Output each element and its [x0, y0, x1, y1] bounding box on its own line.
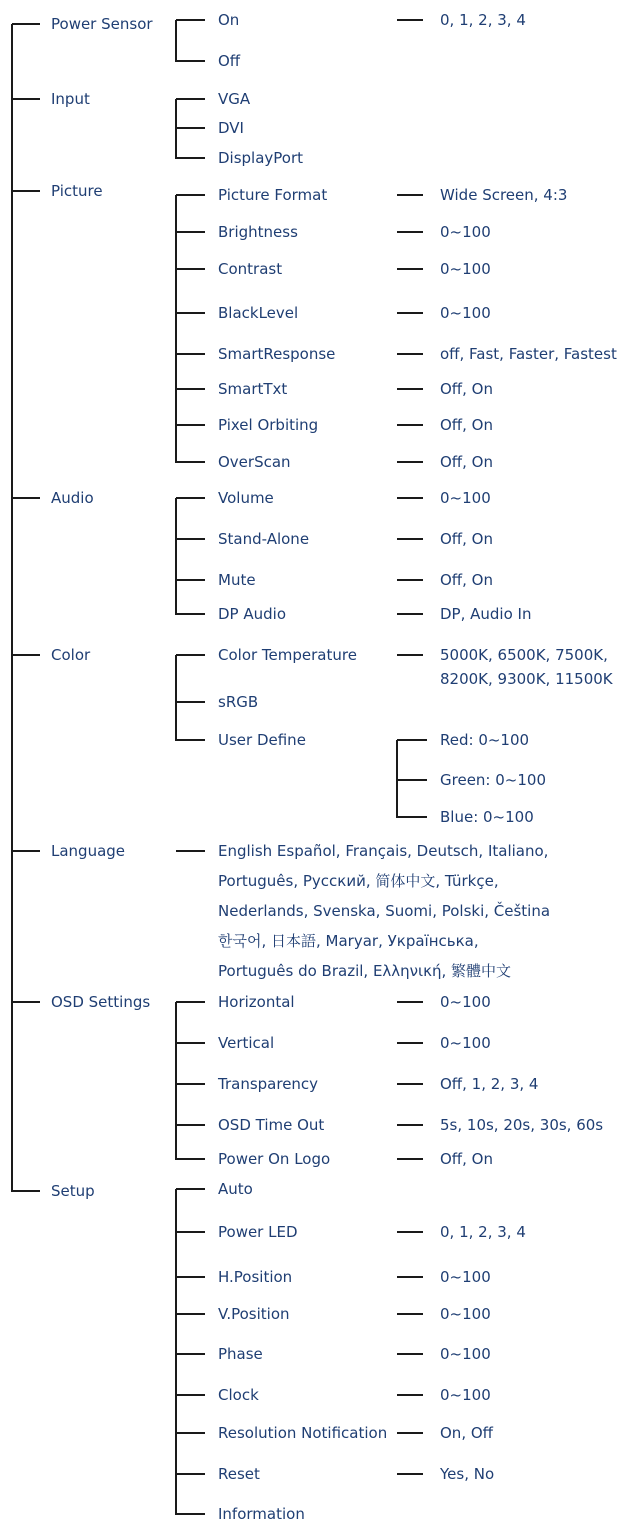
submenu-item-label: SmartTxt [218, 380, 288, 398]
language-options: Português do Brazil, Ελληνική, 繁體中文 [218, 962, 512, 980]
branch-connector [12, 98, 40, 100]
branch-connector [176, 19, 205, 21]
option-values: 0~100 [440, 1268, 491, 1286]
submenu-item-label: V.Position [218, 1305, 290, 1323]
option-values: Off, On [440, 571, 493, 589]
option-values: 0~100 [440, 489, 491, 507]
branch-connector [176, 157, 205, 159]
menu-item-label: Audio [51, 489, 94, 507]
option-values: 5000K, 6500K, 7500K, [440, 646, 608, 664]
menu-item-label: Language [51, 842, 126, 860]
branch-connector [176, 1231, 205, 1233]
branch-connector [12, 654, 40, 656]
branch-connector [176, 1188, 205, 1190]
value-dash [397, 1001, 423, 1003]
submenu-item-label: Picture Format [218, 186, 328, 204]
value-dash [397, 1432, 423, 1434]
submenu-item-label: VGA [218, 90, 251, 108]
value-dash [397, 1124, 423, 1126]
branch-connector [397, 816, 427, 818]
submenu-connector-line [175, 1002, 177, 1160]
submenu-item-label: Vertical [218, 1034, 275, 1052]
language-options: Nederlands, Svenska, Suomi, Polski, Čeština [218, 902, 551, 920]
submenu-connector-line [175, 1189, 177, 1515]
submenu-connector-line [175, 655, 177, 741]
value-dash [397, 1473, 423, 1475]
submenu-item-label: Volume [218, 489, 274, 507]
submenu-item-label: Auto [218, 1180, 253, 1198]
branch-connector [176, 1313, 205, 1315]
option-values: 5s, 10s, 20s, 30s, 60s [440, 1116, 604, 1134]
submenu-item-label: Phase [218, 1345, 263, 1363]
submenu-connector-line [175, 195, 177, 463]
branch-connector [397, 739, 427, 741]
submenu-item-label: Pixel Orbiting [218, 416, 319, 434]
menu-item-label: Input [51, 90, 90, 108]
branch-connector [12, 190, 40, 192]
option-values: 0, 1, 2, 3, 4 [440, 1223, 526, 1241]
branch-connector [176, 739, 205, 741]
submenu-item-label: H.Position [218, 1268, 293, 1286]
value-dash [397, 497, 423, 499]
value-dash [397, 1394, 423, 1396]
submenu-item-label: Power On Logo [218, 1150, 331, 1168]
branch-connector [176, 1276, 205, 1278]
branch-connector [176, 1473, 205, 1475]
option-values: 0~100 [440, 260, 491, 278]
submenu-item-label: sRGB [218, 693, 259, 711]
submenu-item-label: Clock [218, 1386, 259, 1404]
value-dash [397, 353, 423, 355]
option-values: Blue: 0~100 [440, 808, 534, 826]
branch-connector [176, 1353, 205, 1355]
option-values: 0~100 [440, 1386, 491, 1404]
option-values: Off, On [440, 416, 493, 434]
submenu-item-label: Horizontal [218, 993, 295, 1011]
branch-connector [176, 353, 205, 355]
value-dash [397, 654, 423, 656]
submenu-item-label: Resolution Notification [218, 1424, 388, 1442]
submenu-item-label: DP Audio [218, 605, 286, 623]
branch-connector [176, 60, 205, 62]
branch-connector [176, 127, 205, 129]
option-values: Off, 1, 2, 3, 4 [440, 1075, 539, 1093]
branch-connector [176, 461, 205, 463]
value-dash [397, 1353, 423, 1355]
branch-connector [176, 613, 205, 615]
submenu-connector-line [175, 20, 177, 62]
branch-connector [176, 538, 205, 540]
value-dash [397, 268, 423, 270]
submenu-item-label: Stand-Alone [218, 530, 310, 548]
value-dash [397, 231, 423, 233]
option-values: 0~100 [440, 1305, 491, 1323]
branch-connector [176, 654, 205, 656]
submenu-item-label: Contrast [218, 260, 283, 278]
submenu-item-label: Mute [218, 571, 256, 589]
branch-connector [176, 701, 205, 703]
option-values: 0, 1, 2, 3, 4 [440, 11, 526, 29]
branch-connector [176, 268, 205, 270]
option-values: DP, Audio In [440, 605, 532, 623]
option-values: Off, On [440, 1150, 493, 1168]
option-values: Off, On [440, 380, 493, 398]
value-dash [397, 579, 423, 581]
branch-connector [176, 424, 205, 426]
submenu-item-label: SmartResponse [218, 345, 336, 363]
value-dash [397, 613, 423, 615]
branch-connector [176, 1394, 205, 1396]
value-dash [397, 388, 423, 390]
submenu-item-label: Information [218, 1505, 305, 1523]
branch-connector [176, 1432, 205, 1434]
branch-connector [12, 1190, 40, 1192]
option-values: Yes, No [440, 1465, 495, 1483]
option-values: 0~100 [440, 223, 491, 241]
menu-item-label: OSD Settings [51, 993, 151, 1011]
value-dash [397, 1313, 423, 1315]
submenu-item-label: Power LED [218, 1223, 298, 1241]
branch-connector [176, 1124, 205, 1126]
submenu-item-label: BlackLevel [218, 304, 299, 322]
branch-connector [176, 98, 205, 100]
branch-connector [176, 1042, 205, 1044]
option-values: 0~100 [440, 1034, 491, 1052]
branch-connector [176, 1158, 205, 1160]
branch-connector [12, 497, 40, 499]
value-dash [397, 538, 423, 540]
value-dash [397, 1042, 423, 1044]
value-dash [397, 312, 423, 314]
menu-item-label: Color [51, 646, 91, 664]
root-connector-line [11, 24, 13, 1192]
value-dash [176, 850, 205, 852]
submenu-item-label: Transparency [218, 1075, 319, 1093]
submenu-connector-line [175, 498, 177, 615]
branch-connector [176, 194, 205, 196]
option-values: On, Off [440, 1424, 493, 1442]
option-values: 0~100 [440, 1345, 491, 1363]
submenu-item-label: User Define [218, 731, 306, 749]
value-dash [397, 1158, 423, 1160]
submenu-item-label: Reset [218, 1465, 260, 1483]
branch-connector [176, 231, 205, 233]
menu-item-label: Power Sensor [51, 15, 153, 33]
branch-connector [176, 312, 205, 314]
submenu-item-label: Color Temperature [218, 646, 357, 664]
branch-connector [176, 579, 205, 581]
menu-item-label: Setup [51, 1182, 95, 1200]
branch-connector [176, 1513, 205, 1515]
value-dash [397, 19, 423, 21]
language-options: Português, Русский, 简体中文, Türkçe, [218, 872, 499, 890]
option-values: Off, On [440, 453, 493, 471]
option-values: 0~100 [440, 304, 491, 322]
branch-connector [176, 1001, 205, 1003]
submenu-item-label: DVI [218, 119, 244, 137]
option-values: off, Fast, Faster, Fastest [440, 345, 617, 363]
option-values: 0~100 [440, 993, 491, 1011]
option-values: Off, On [440, 530, 493, 548]
value-dash [397, 1083, 423, 1085]
submenu-item-label: OverScan [218, 453, 291, 471]
submenu-item-label: Off [218, 52, 241, 70]
branch-connector [176, 497, 205, 499]
submenu-item-label: Brightness [218, 223, 298, 241]
branch-connector [176, 388, 205, 390]
menu-item-label: Picture [51, 182, 103, 200]
submenu-item-label: OSD Time Out [218, 1116, 325, 1134]
value-dash [397, 424, 423, 426]
submenu-item-label: On [218, 11, 240, 29]
option-values: Green: 0~100 [440, 771, 546, 789]
branch-connector [176, 1083, 205, 1085]
value-dash [397, 1276, 423, 1278]
submenu-item-label: DisplayPort [218, 149, 304, 167]
branch-connector [397, 779, 427, 781]
language-options: 한국어, 日本語, Maryar, Українська, [218, 932, 479, 950]
value-dash [397, 1231, 423, 1233]
branch-connector [12, 23, 40, 25]
option-values: 8200K, 9300K, 11500K [440, 670, 613, 688]
language-options: English Español, Français, Deutsch, Italiano, [218, 842, 549, 860]
option-values: Red: 0~100 [440, 731, 530, 749]
branch-connector [12, 1001, 40, 1003]
branch-connector [12, 850, 40, 852]
option-values: Wide Screen, 4:3 [440, 186, 568, 204]
value-dash [397, 461, 423, 463]
value-dash [397, 194, 423, 196]
submenu-connector-line [175, 99, 177, 159]
